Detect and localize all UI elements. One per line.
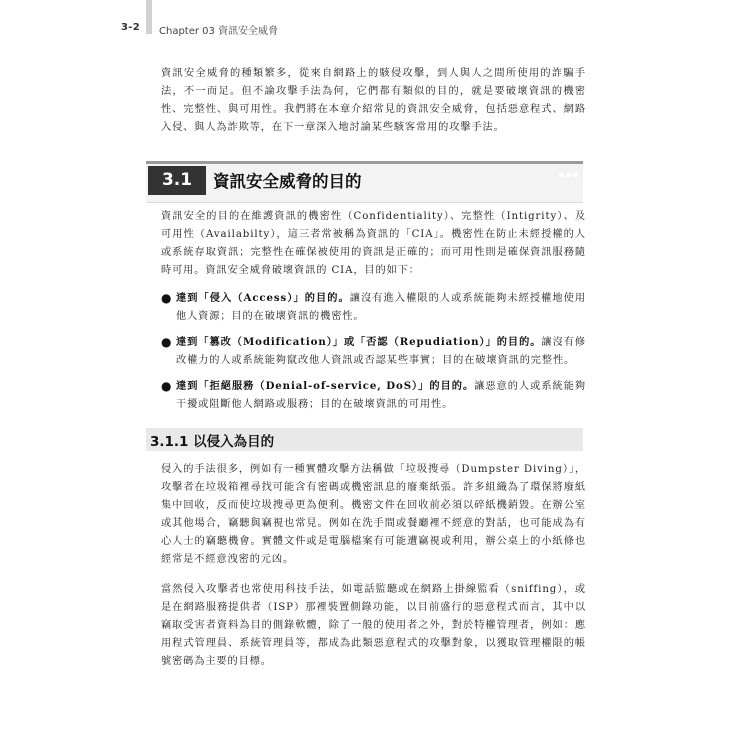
subsection-title-text: 以侵入為目的: [193, 434, 275, 450]
section-title: 資訊安全威脅的目的: [213, 172, 362, 191]
bullet-lead: 達到「篡改（Modification）」或「否認（Repudiation）」的目的。: [176, 336, 542, 348]
bullet-text: 讓沒有進入權限的人或系統能夠未經授權地使用他人資源；目的在破壞資訊的機密性。: [176, 293, 586, 322]
bullet-lead: 達到「侵入（Access）」的目的。: [176, 292, 350, 304]
subsection-title: [150, 430, 274, 450]
page-header: [0, 0, 750, 60]
bullet-text: 讓惡意的人或系統能夠干擾或阻斷他人網路或服務；目的在破壞資訊的可用性。: [176, 381, 586, 410]
bullet-icon: ●: [161, 379, 173, 393]
bullet-text: 讓沒有修改權力的人或系統能夠竄改他人資訊或否認某些事實；目的在破壞資訊的完整性。: [176, 337, 586, 366]
intro-paragraph: 資訊安全威脅的種類繁多，從來自網路上的駭侵攻擊，到人與人之間所使用的詐騙手法，不一而足。但不論攻擊手法為何，它們都有類似的目的，就是要破壞資訊的機密性、完整性、與可用性。我們將在本章介紹常見的資訊安全威脅，包括惡意程式、網路入侵、與人為詐欺等，在下一章深入地討論某些駭客常用的攻擊手法。: [161, 68, 586, 133]
list-item: [161, 333, 586, 370]
list-item: [161, 289, 586, 326]
decorative-dots: [559, 162, 583, 167]
bullet-icon: ●: [161, 335, 173, 349]
header-divider: [146, 0, 152, 34]
subsection-number: 3.1.1: [150, 434, 189, 450]
section-heading-bar: [146, 161, 583, 203]
section-number: 3.1: [148, 166, 206, 195]
list-item: [161, 377, 586, 414]
bullet-lead: 達到「拒絕服務（Denial-of-service, DoS）」的目的。: [176, 380, 475, 392]
section-body: 資訊安全的目的在維護資訊的機密性（Confidentiality）、完整性（Intigrity）、及可用性（Availabilty），這三者常被稱為資訊的「CIA」。機密性在防止未經授權的人或系統存取資訊；完整性在確保被使用的資訊是正確的；而可用性則是確保資訊服務隨時可用。資訊安全威脅破壞資訊的 CIA，目的如下：: [161, 211, 586, 276]
bullet-icon: ●: [161, 291, 173, 305]
subsection-paragraph-1: 侵入的手法很多，例如有一種實體攻擊方法稱做「垃圾搜尋（Dumpster Diving）」，攻擊者在垃圾箱裡尋找可能含有密碼或機密訊息的廢棄紙張。許多組織為了環保將廢紙集中回收，反而使垃圾搜尋更為便利。機密文件在回收前必須以碎紙機銷毀。在辦公室或其他場合，竊聽與竊視也常見。例如在洗手間或餐廳裡不經意的對話，也可能成為有心人士的竊聽機會。實體文件或是電腦檔案有可能遭竊視或利用，辦公桌上的小紙條也經常是不經意洩密的元凶。: [161, 464, 586, 565]
page-number: 3-2: [121, 22, 140, 33]
goal-list: [161, 289, 586, 421]
subsection-paragraph-2: 當然侵入攻擊者也常使用科技手法，如電話監聽或在網路上掛線監看（sniffing），或是在網路服務提供者（ISP）那裡裝置側錄功能，以目前盛行的惡意程式而言，其中以竊取受害者資料為目的側錄軟體，除了一般的使用者之外，對於特權管理者，例如：應用程式管理員、系統管理員等，都成為此類惡意程式的攻擊對象，以獲取管理權限的帳號密碼為主要的目標。: [161, 584, 586, 667]
chapter-title: Chapter 03 資訊安全威脅: [159, 26, 279, 37]
